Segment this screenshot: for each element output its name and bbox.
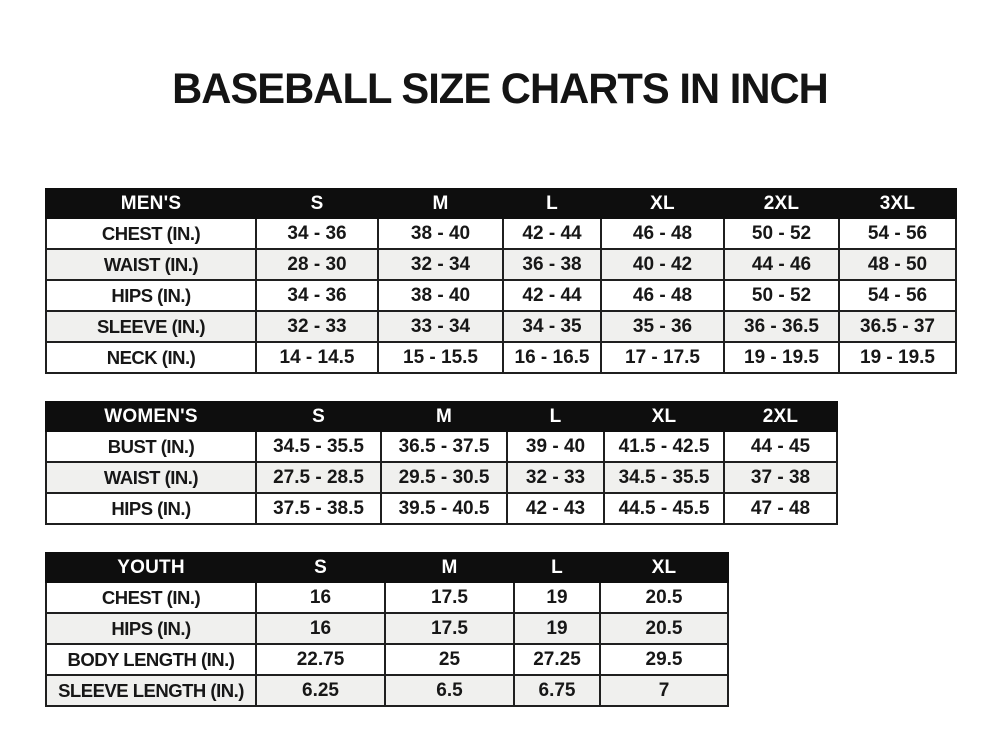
size-value-cell: 38 - 40: [378, 218, 503, 249]
mens-row-sleeve-in: [46, 311, 956, 342]
row-label: WAIST (IN.): [46, 249, 256, 280]
womens-col-header-s: S: [256, 402, 381, 431]
size-value-cell: 54 - 56: [839, 218, 956, 249]
page-title: BASEBALL SIZE CHARTS IN INCH: [172, 65, 828, 113]
row-label: HIPS (IN.): [46, 613, 256, 644]
youth-row-sleeve-length-in: [46, 675, 728, 706]
size-value-cell: 54 - 56: [839, 280, 956, 311]
size-value-cell: 44.5 - 45.5: [604, 493, 724, 524]
size-value-cell: 42 - 44: [503, 280, 601, 311]
size-value-cell: 35 - 36: [601, 311, 724, 342]
size-value-cell: 7: [600, 675, 728, 706]
row-label: BUST (IN.): [46, 431, 256, 462]
size-value-cell: 39 - 40: [507, 431, 604, 462]
size-value-cell: 6.75: [514, 675, 600, 706]
size-value-cell: 34 - 36: [256, 280, 378, 311]
mens-col-header-l: L: [503, 189, 601, 218]
size-value-cell: 36 - 36.5: [724, 311, 839, 342]
mens-size-table: [45, 188, 957, 374]
size-value-cell: 17 - 17.5: [601, 342, 724, 373]
size-value-cell: 39.5 - 40.5: [381, 493, 507, 524]
size-value-cell: 29.5: [600, 644, 728, 675]
youth-row-body-length-in: [46, 644, 728, 675]
size-value-cell: 32 - 33: [507, 462, 604, 493]
size-value-cell: 34 - 35: [503, 311, 601, 342]
mens-header-row: [46, 189, 956, 218]
mens-col-header-2xl: 2XL: [724, 189, 839, 218]
womens-group-label: WOMEN'S: [46, 402, 256, 431]
size-value-cell: 6.5: [385, 675, 514, 706]
row-label: HIPS (IN.): [46, 493, 256, 524]
youth-col-header-xl: XL: [600, 553, 728, 582]
size-value-cell: 37.5 - 38.5: [256, 493, 381, 524]
size-chart-page: [0, 64, 1000, 752]
mens-group-label: MEN'S: [46, 189, 256, 218]
youth-size-table: [45, 552, 729, 707]
row-label: WAIST (IN.): [46, 462, 256, 493]
mens-col-header-3xl: 3XL: [839, 189, 956, 218]
size-value-cell: 19: [514, 613, 600, 644]
size-value-cell: 40 - 42: [601, 249, 724, 280]
size-value-cell: 25: [385, 644, 514, 675]
size-value-cell: 46 - 48: [601, 280, 724, 311]
size-value-cell: 34 - 36: [256, 218, 378, 249]
size-value-cell: 29.5 - 30.5: [381, 462, 507, 493]
size-value-cell: 20.5: [600, 613, 728, 644]
size-value-cell: 37 - 38: [724, 462, 837, 493]
size-value-cell: 38 - 40: [378, 280, 503, 311]
womens-row-hips-in: [46, 493, 837, 524]
youth-row-chest-in: [46, 582, 728, 613]
mens-row-waist-in: [46, 249, 956, 280]
womens-col-header-l: L: [507, 402, 604, 431]
size-value-cell: 28 - 30: [256, 249, 378, 280]
row-label: CHEST (IN.): [46, 582, 256, 613]
mens-col-header-s: S: [256, 189, 378, 218]
size-value-cell: 34.5 - 35.5: [604, 462, 724, 493]
size-value-cell: 41.5 - 42.5: [604, 431, 724, 462]
size-value-cell: 16: [256, 582, 385, 613]
row-label: SLEEVE LENGTH (IN.): [46, 675, 256, 706]
youth-group-label: YOUTH: [46, 553, 256, 582]
size-value-cell: 32 - 33: [256, 311, 378, 342]
size-value-cell: 14 - 14.5: [256, 342, 378, 373]
size-value-cell: 16 - 16.5: [503, 342, 601, 373]
mens-row-chest-in: [46, 218, 956, 249]
size-value-cell: 50 - 52: [724, 218, 839, 249]
size-value-cell: 36 - 38: [503, 249, 601, 280]
size-value-cell: 47 - 48: [724, 493, 837, 524]
size-value-cell: 42 - 44: [503, 218, 601, 249]
size-value-cell: 19: [514, 582, 600, 613]
size-value-cell: 17.5: [385, 613, 514, 644]
size-value-cell: 33 - 34: [378, 311, 503, 342]
mens-row-hips-in: [46, 280, 956, 311]
youth-col-header-s: S: [256, 553, 385, 582]
size-value-cell: 27.25: [514, 644, 600, 675]
tables-container: [0, 188, 1000, 707]
youth-col-header-l: L: [514, 553, 600, 582]
youth-header-row: [46, 553, 728, 582]
row-label: SLEEVE (IN.): [46, 311, 256, 342]
size-value-cell: 48 - 50: [839, 249, 956, 280]
womens-col-header-2xl: 2XL: [724, 402, 837, 431]
row-label: NECK (IN.): [46, 342, 256, 373]
size-value-cell: 32 - 34: [378, 249, 503, 280]
womens-col-header-m: M: [381, 402, 507, 431]
size-value-cell: 19 - 19.5: [724, 342, 839, 373]
youth-row-hips-in: [46, 613, 728, 644]
row-label: CHEST (IN.): [46, 218, 256, 249]
size-value-cell: 36.5 - 37: [839, 311, 956, 342]
size-value-cell: 50 - 52: [724, 280, 839, 311]
size-value-cell: 44 - 46: [724, 249, 839, 280]
size-value-cell: 17.5: [385, 582, 514, 613]
size-value-cell: 19 - 19.5: [839, 342, 956, 373]
size-value-cell: 16: [256, 613, 385, 644]
row-label: HIPS (IN.): [46, 280, 256, 311]
size-value-cell: 36.5 - 37.5: [381, 431, 507, 462]
size-value-cell: 20.5: [600, 582, 728, 613]
mens-col-header-xl: XL: [601, 189, 724, 218]
size-value-cell: 34.5 - 35.5: [256, 431, 381, 462]
womens-row-bust-in: [46, 431, 837, 462]
womens-header-row: [46, 402, 837, 431]
mens-col-header-m: M: [378, 189, 503, 218]
size-value-cell: 6.25: [256, 675, 385, 706]
womens-col-header-xl: XL: [604, 402, 724, 431]
womens-row-waist-in: [46, 462, 837, 493]
row-label: BODY LENGTH (IN.): [46, 644, 256, 675]
youth-col-header-m: M: [385, 553, 514, 582]
mens-row-neck-in: [46, 342, 956, 373]
size-value-cell: 22.75: [256, 644, 385, 675]
size-value-cell: 44 - 45: [724, 431, 837, 462]
womens-size-table: [45, 401, 838, 525]
size-value-cell: 27.5 - 28.5: [256, 462, 381, 493]
size-value-cell: 42 - 43: [507, 493, 604, 524]
size-value-cell: 15 - 15.5: [378, 342, 503, 373]
size-value-cell: 46 - 48: [601, 218, 724, 249]
